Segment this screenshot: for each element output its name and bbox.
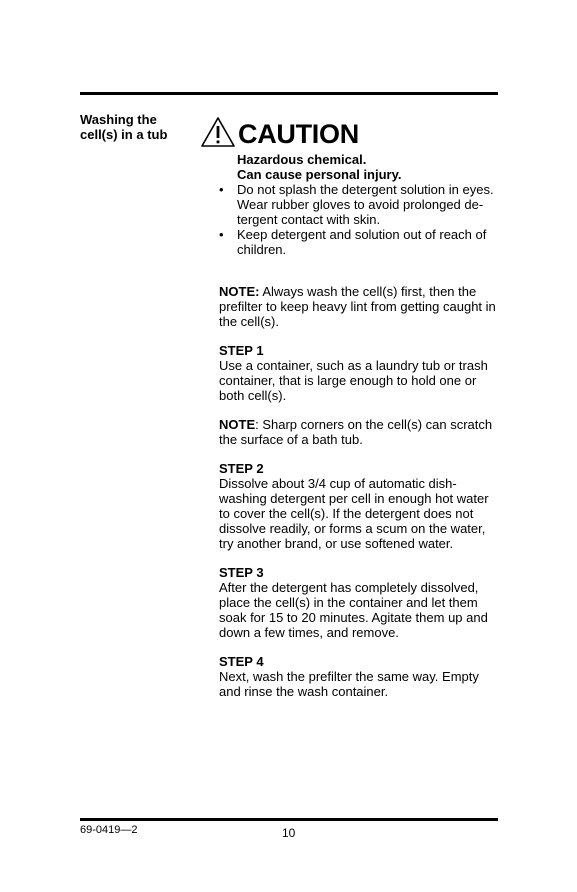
document-code: 69-0419—2 [80, 824, 138, 836]
caution-bullet-item [219, 227, 504, 257]
step-text: container, that is large enough to hold one or [219, 373, 477, 388]
step-text: to cover the cell(s). If the detergent does not [219, 506, 474, 521]
top-rule [80, 92, 498, 95]
note-text: the surface of a bath tub. [219, 432, 363, 447]
step-text: Use a container, such as a laundry tub or trash [219, 358, 488, 373]
bottom-rule [80, 818, 498, 821]
step-text: both cell(s). [219, 388, 287, 403]
bullet-line: children. [237, 242, 287, 257]
bullet-line: Do not splash the detergent solution in eyes. [237, 182, 494, 197]
step-1 [219, 343, 504, 403]
bullet-line: Keep detergent and solution out of reach of [237, 227, 487, 242]
step-heading: STEP 1 [219, 343, 264, 358]
page-number: 10 [282, 826, 296, 840]
step-text: and rinse the wash container. [219, 684, 389, 699]
note-text: the cell(s). [219, 314, 279, 329]
hazard-line: Hazardous chemical. [237, 152, 367, 167]
note-text: Always wash the cell(s) first, then the [259, 284, 477, 299]
step-text: dissolve readily, or forms a scum on the water, [219, 521, 486, 536]
step-text: down a few times, and remove. [219, 625, 399, 640]
step-text: Next, wash the prefilter the same way. Empty [219, 669, 479, 684]
bullet-dot: • [219, 182, 224, 197]
caution-bullet-item [219, 182, 504, 227]
side-heading-line: Washing the [80, 112, 157, 127]
step-text: place the cell(s) in the container and let them [219, 595, 478, 610]
hazard-line: Can cause personal injury. [237, 167, 402, 182]
step-text: Dissolve about 3/4 cup of automatic dish- [219, 476, 457, 491]
caution-title: CAUTION [238, 119, 359, 149]
step-heading: STEP 4 [219, 654, 264, 669]
note-paragraph [219, 284, 504, 329]
step-text: After the detergent has completely dissolved, [219, 580, 479, 595]
bullet-dot: • [219, 227, 224, 242]
note-label: NOTE: [219, 284, 260, 299]
step-3 [219, 565, 504, 640]
step-text: washing detergent per cell in enough hot water [219, 491, 489, 506]
step-4 [219, 654, 504, 699]
bullet-line: Wear rubber gloves to avoid prolonged de- [237, 197, 484, 212]
hazard-statement [237, 152, 401, 182]
step-2 [219, 461, 504, 551]
side-heading-line: cell(s) in a tub [80, 127, 168, 142]
step-heading: STEP 2 [219, 461, 264, 476]
bullet-line: tergent contact with skin. [237, 212, 381, 227]
instructions-body [219, 284, 504, 713]
warning-triangle-icon [200, 116, 236, 148]
step-heading: STEP 3 [219, 565, 264, 580]
note-text: : Sharp corners on the cell(s) can scratch [255, 417, 493, 432]
step-text: soak for 15 to 20 minutes. Agitate them up and [219, 610, 488, 625]
note-text: prefilter to keep heavy lint from getting caught in [219, 299, 496, 314]
step-text: try another brand, or use softened water. [219, 536, 454, 551]
note-paragraph [219, 417, 504, 447]
note-label: NOTE [219, 417, 256, 432]
side-heading [80, 112, 200, 142]
caution-bullet-list [219, 182, 504, 257]
